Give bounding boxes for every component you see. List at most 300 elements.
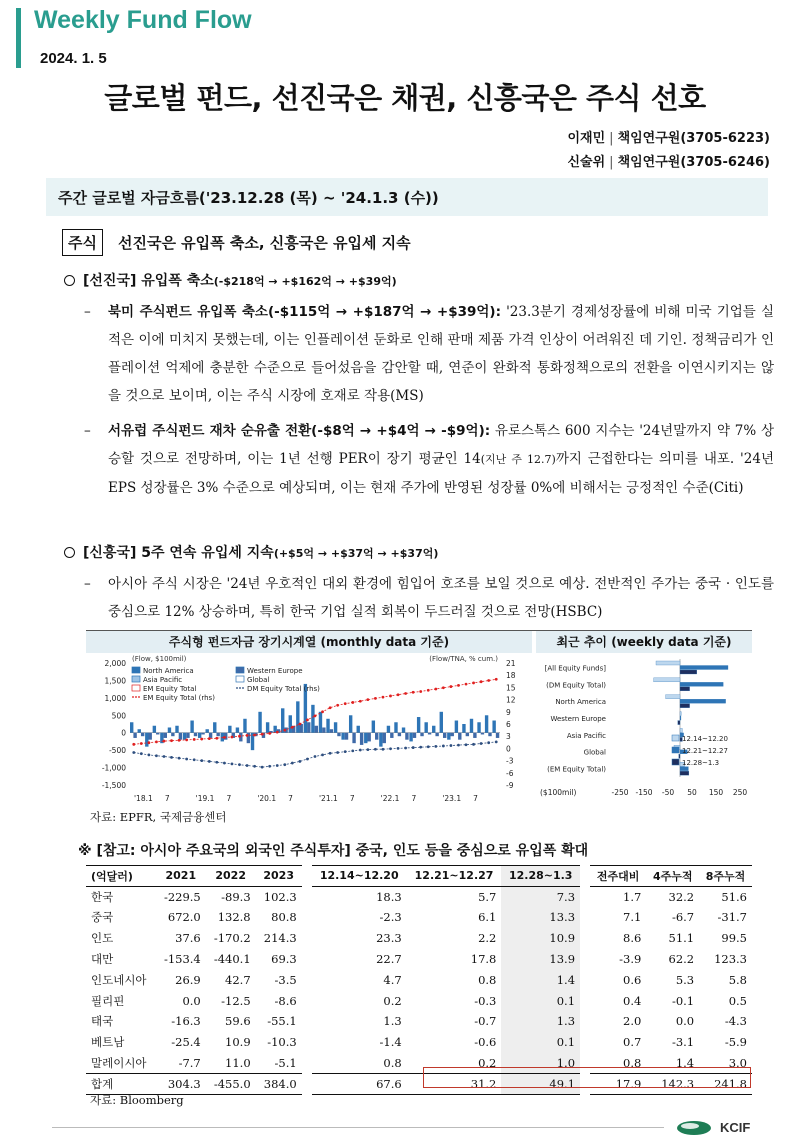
x-tick-label: -150 — [635, 788, 653, 797]
chart-source: 자료: EPFR, 국제금융센터 — [90, 810, 227, 824]
value-cell: -0.3 — [474, 993, 497, 1008]
value-cell: -31.7 — [717, 910, 747, 925]
developed-heading-text: [선진국] 유입폭 축소 — [83, 273, 214, 289]
value-cell: 13.3 — [501, 907, 585, 928]
section-title: 주간 글로벌 자금흐름('23.12.28 (목) ~ '24.1.3 (수)) — [58, 189, 439, 207]
author-role: 책임연구원(3705-6246) — [617, 155, 770, 170]
y-tick-label: -1,000 — [101, 763, 126, 773]
column-header: 4주누적 — [646, 866, 699, 887]
page-title: 글로벌 펀드, 선진국은 채권, 신흥국은 주식 선호 — [104, 81, 706, 115]
legend-label: EM Equity Total (rhs) — [143, 694, 215, 702]
axis-label: ($100mil) — [540, 788, 577, 797]
paragraph-body: 아시아 주식 시장은 '24년 우호적인 대외 환경에 힘입어 호조를 보일 것으로 예상. 전반적인 주가는 중국 · 인도를 중심으로 12% 상승하며, 특히 한국 기업 실적 회복이 두드러질 것으로 전망(HSBC) — [108, 576, 774, 620]
bar — [387, 726, 390, 733]
value-cell: -170.2 — [213, 931, 251, 946]
bar — [402, 727, 405, 732]
value-cell: 1.4 — [675, 1055, 695, 1070]
value-cell: 0.0 — [675, 1014, 695, 1029]
value-cell: 0.8 — [478, 972, 497, 987]
bar — [458, 733, 461, 740]
value-cell: 31.2 — [407, 1073, 502, 1094]
y-tick-label: 1,500 — [104, 676, 126, 686]
table-row — [86, 990, 752, 1011]
value-cell: 67.6 — [307, 1073, 407, 1094]
value-cell: -55.1 — [267, 1014, 297, 1029]
bar — [492, 721, 495, 733]
bar — [171, 733, 174, 736]
x-tick-label: -250 — [611, 788, 629, 797]
value-cell: 5.8 — [728, 972, 747, 987]
value-cell: 5.7 — [478, 889, 497, 904]
bar — [680, 687, 690, 691]
value-cell: 0.0 — [182, 993, 201, 1008]
bar — [656, 661, 680, 665]
y-tick-label-right: -6 — [506, 768, 514, 778]
value-cell: 2.0 — [585, 1011, 646, 1032]
axis-label-left: (Flow, $100mil) — [132, 655, 187, 663]
category-label: North America — [555, 698, 606, 707]
value-cell: 59.6 — [225, 1014, 251, 1029]
value-cell: 99.5 — [721, 931, 747, 946]
bar — [440, 712, 443, 733]
bar — [186, 733, 189, 738]
bar — [680, 670, 697, 674]
legend-swatch — [672, 747, 679, 753]
y-tick-label: 500 — [111, 711, 126, 721]
bar — [466, 733, 469, 736]
value-cell: -3.5 — [274, 972, 297, 987]
bar — [228, 726, 231, 733]
y-tick-label-right: 18 — [506, 671, 516, 681]
value-cell: -16.3 — [171, 1014, 201, 1029]
summary-label: 주식 — [62, 229, 103, 256]
x-tick-label: 150 — [708, 788, 724, 797]
value-cell: 4.7 — [307, 969, 407, 990]
x-tick-label: '23.1 — [442, 794, 462, 803]
bar — [398, 733, 401, 736]
footer-divider — [52, 1127, 664, 1128]
value-cell: 49.1 — [501, 1073, 585, 1094]
x-tick-label: 7 — [288, 794, 293, 803]
bar — [680, 666, 728, 670]
value-cell: 0.2 — [307, 990, 407, 1011]
category-label: (EM Equity Total) — [547, 765, 606, 774]
kcif-logo-icon — [676, 1118, 712, 1136]
bar — [145, 733, 148, 747]
bar — [141, 733, 144, 736]
value-cell: -8.6 — [274, 993, 297, 1008]
report-series-title: Weekly Fund Flow — [34, 6, 252, 34]
value-cell: 384.0 — [256, 1073, 307, 1094]
value-cell: -12.5 — [221, 993, 251, 1008]
value-cell: 0.1 — [501, 1032, 585, 1053]
value-cell: 11.0 — [225, 1055, 251, 1070]
bar — [379, 733, 382, 747]
table-row — [86, 886, 752, 907]
value-cell: 0.4 — [585, 990, 646, 1011]
x-tick-label: '20.1 — [257, 794, 277, 803]
bar — [432, 726, 435, 733]
bar — [680, 728, 682, 732]
legend-swatch — [236, 667, 244, 673]
table-source: 자료: Bloomberg — [90, 1093, 184, 1107]
value-cell: 51.1 — [668, 931, 695, 946]
value-cell: -3.9 — [585, 949, 646, 970]
value-cell: 0.7 — [585, 1032, 646, 1053]
summary-text: 선진국은 유입폭 축소, 신흥국은 유입세 지속 — [118, 234, 411, 252]
value-cell: -89.3 — [221, 889, 251, 904]
emerging-heading-text: [신흥국] 5주 연속 유입세 지속 — [83, 545, 274, 561]
bar — [477, 722, 480, 732]
y-tick-label: -500 — [108, 746, 126, 756]
column-header: 12.28~1.3 — [501, 866, 585, 887]
value-cell: -5.9 — [724, 1035, 747, 1050]
value-cell: 1.4 — [501, 969, 585, 990]
value-cell: -4.3 — [724, 1014, 747, 1029]
bar — [367, 733, 370, 742]
y-tick-label-right: 3 — [506, 732, 511, 742]
table-row — [86, 1011, 752, 1032]
y-tick-label-right: 6 — [506, 720, 511, 729]
value-cell: 0.5 — [728, 993, 747, 1008]
value-cell: 32.2 — [668, 889, 695, 904]
legend-label: 12.14~12.20 — [682, 735, 728, 743]
legend-label: DM Equity Total (rhs) — [247, 685, 320, 693]
bar — [481, 733, 484, 735]
x-tick-label: 7 — [473, 794, 478, 803]
bar — [266, 722, 269, 732]
legend-swatch — [672, 759, 679, 765]
y-tick-label-right: 12 — [506, 695, 516, 705]
value-cell: 17.8 — [470, 952, 497, 967]
legend-swatch — [236, 676, 244, 682]
value-cell: 672.0 — [167, 910, 201, 925]
bar — [352, 733, 355, 743]
legend-swatch — [672, 735, 679, 741]
value-cell: -6.7 — [671, 910, 695, 925]
value-cell: 23.3 — [307, 928, 407, 949]
emerging-heading — [64, 542, 438, 562]
x-tick-label: 50 — [687, 788, 697, 797]
bar — [179, 733, 182, 740]
bar — [296, 701, 299, 732]
column-header: 전주대비 — [585, 866, 646, 887]
value-cell: 241.8 — [699, 1073, 752, 1094]
value-cell: 22.7 — [307, 949, 407, 970]
table-row — [86, 928, 752, 949]
bar — [417, 717, 420, 733]
country-cell: 베트남 — [91, 1035, 125, 1050]
category-label: [All Equity Funds] — [544, 664, 606, 673]
x-tick-label: 7 — [349, 794, 355, 803]
value-cell: -25.4 — [171, 1035, 201, 1050]
value-cell: 1.3 — [307, 1011, 407, 1032]
category-label: Asia Pacific — [566, 731, 606, 740]
value-cell: 13.9 — [501, 949, 585, 970]
bar — [322, 727, 325, 732]
bar — [156, 733, 159, 735]
country-cell: 대만 — [91, 952, 114, 967]
y-tick-label: -1,500 — [101, 781, 126, 790]
category-label: Western Europe — [550, 715, 606, 723]
author-name: 이재민 — [567, 131, 606, 146]
y-tick-label: 2,000 — [104, 659, 126, 668]
bar — [236, 727, 239, 732]
bar — [394, 722, 397, 732]
bar — [138, 729, 141, 732]
bar — [149, 733, 152, 740]
bar — [680, 712, 681, 716]
y-tick-label-right: 21 — [506, 659, 516, 668]
paragraph-body: '23.3분기 경제성장률에 비해 미국 기업들 실적은 이에 미치지 못했는데, 이는 인플레이션 둔화로 인해 판매 제품 가격 인상이 어려워진 데 기인. 정책금리가 인플레이션 억제에 충분한 수준으로 들어섰음을 감안할 때, 연준이 완화적 통화정책으로의 전환을 이연시키지는 않을 것으로 보이며, 이는 주식 시장에 호재로 작용(MS) — [108, 304, 774, 404]
dash-bullet: – — [84, 423, 91, 439]
value-cell: 37.6 — [175, 931, 201, 946]
bar — [360, 733, 363, 745]
table-row — [86, 969, 752, 990]
bar — [216, 733, 219, 736]
bar — [153, 726, 156, 733]
value-cell: -153.4 — [163, 952, 201, 967]
highlight-box — [423, 1067, 751, 1088]
legend-label: North America — [143, 667, 194, 675]
bar — [319, 712, 322, 733]
bar — [413, 733, 416, 738]
table-header-row — [86, 866, 752, 887]
bar — [206, 729, 209, 732]
bar — [680, 716, 681, 720]
value-cell: 3.0 — [728, 1055, 747, 1070]
value-cell: 18.3 — [307, 886, 407, 907]
x-tick-label: '21.1 — [319, 794, 338, 803]
long-term-flow-chart — [86, 653, 532, 807]
bar — [311, 705, 314, 733]
bar — [375, 733, 378, 740]
paragraph-note: (지난 주 12.7) — [480, 453, 556, 466]
value-cell: 132.8 — [217, 910, 251, 925]
value-cell: 1.0 — [501, 1053, 585, 1074]
legend-swatch — [132, 676, 140, 682]
bar — [364, 733, 367, 743]
bar — [678, 721, 680, 725]
value-cell: 0.8 — [307, 1053, 407, 1074]
value-cell: -10.3 — [267, 1035, 297, 1050]
value-cell: -3.1 — [671, 1035, 695, 1050]
legend-label: 12.21~12.27 — [682, 747, 728, 755]
value-cell: 10.9 — [501, 928, 585, 949]
value-cell: 7.3 — [501, 886, 585, 907]
y-tick-label-right: 9 — [506, 707, 511, 717]
bar — [164, 733, 167, 738]
y-tick-label-right: -9 — [506, 781, 514, 790]
value-cell: 62.2 — [668, 952, 695, 967]
legend-label: 12.28~1.3 — [682, 759, 720, 767]
value-cell: -7.7 — [178, 1055, 201, 1070]
bar — [349, 715, 352, 732]
kcif-logo-text: KCIF — [720, 1120, 751, 1135]
bar — [243, 719, 246, 733]
legend-label: EM Equity Total — [143, 685, 197, 693]
value-cell: 1.7 — [585, 886, 646, 907]
value-cell: 42.7 — [225, 972, 251, 987]
report-date: 2024. 1. 5 — [40, 50, 107, 67]
bar — [289, 715, 292, 732]
x-tick-label: 7 — [226, 794, 232, 803]
column-header: (억달러) — [86, 866, 156, 887]
x-tick-label: '19.1 — [195, 794, 215, 803]
value-cell: 2.2 — [478, 931, 497, 946]
paragraph-body: 까지 근접한다는 의미를 내포. '24년 EPS 성장률은 3% 수준으로 예상되며, 이는 현재 주가에 반영된 성장률 0%에 비해서는 긍정적인 수준(Citi) — [108, 451, 774, 496]
bar — [337, 733, 340, 736]
y-tick-label: 0 — [121, 728, 126, 738]
bar — [680, 699, 726, 703]
bar — [201, 733, 204, 735]
bar — [390, 733, 393, 738]
value-cell: 5.3 — [675, 972, 695, 987]
author-name: 신술위 — [567, 155, 606, 170]
bar — [488, 733, 491, 736]
value-cell: -1.4 — [307, 1032, 407, 1053]
legend-swatch — [132, 667, 140, 673]
category-label: (DM Equity Total) — [546, 681, 606, 690]
bar — [130, 722, 133, 732]
paragraph-lead: 서유럽 주식펀드 재차 순유출 전환(-$8억 → +$4억 → -$9억): — [108, 423, 491, 439]
value-cell: -2.3 — [307, 907, 407, 928]
country-cell: 합계 — [86, 1073, 156, 1094]
column-header: 2021 — [156, 866, 206, 887]
paragraph-body: 유로스톡스 600 지수는 '24년말까지 약 7% 상승할 것으로 전망하며, 이는 1년 선행 PER이 장기 평균인 14 — [108, 423, 774, 467]
x-tick-label: 7 — [164, 794, 170, 803]
bar — [455, 721, 458, 733]
value-cell: 0.1 — [501, 990, 585, 1011]
bar — [443, 733, 446, 738]
bar — [420, 733, 423, 736]
bar — [409, 733, 412, 742]
circle-bullet-icon — [64, 275, 75, 286]
value-cell: 102.3 — [263, 889, 297, 904]
y-tick-label-right: 0 — [506, 744, 511, 754]
country-cell: 태국 — [91, 1014, 114, 1029]
value-cell: 304.3 — [156, 1073, 206, 1094]
column-header: 8주누적 — [699, 866, 752, 887]
chart-right-title: 최근 추이 (weekly data 기준) — [536, 631, 752, 653]
bar — [496, 733, 499, 738]
value-cell: 214.3 — [263, 931, 297, 946]
chart-panel — [86, 630, 752, 806]
value-cell: 142.3 — [646, 1073, 699, 1094]
asia-flow-table — [86, 865, 752, 1095]
value-cell: 1.3 — [501, 1011, 585, 1032]
bar — [470, 719, 473, 733]
paragraph-asia — [84, 570, 774, 626]
bar — [198, 733, 201, 738]
column-header: 2022 — [206, 866, 256, 887]
bar — [451, 733, 454, 736]
bar — [326, 719, 329, 733]
bar — [485, 715, 488, 732]
bar — [473, 733, 476, 738]
bar — [133, 733, 136, 738]
column-header: 2023 — [256, 866, 307, 887]
bar — [307, 722, 310, 732]
bar — [666, 695, 680, 699]
x-tick-label: 250 — [732, 788, 748, 797]
country-cell: 인도네시아 — [91, 972, 147, 987]
value-cell: 0.2 — [478, 1055, 497, 1070]
x-tick-label: '18.1 — [134, 794, 153, 803]
bar — [435, 733, 438, 736]
country-cell: 한국 — [91, 889, 114, 904]
bar — [341, 733, 344, 740]
paragraph-lead: 북미 주식펀드 유입폭 축소(-$115억 → +$187억 → +$39억): — [108, 304, 501, 320]
legend-label: Asia Pacific — [143, 676, 183, 684]
value-cell: 8.6 — [585, 928, 646, 949]
reference-title: ※ [참고: 아시아 주요국의 외국인 주식투자] 중국, 인도 등을 중심으로 유입폭 확대 — [78, 843, 589, 859]
bar — [680, 682, 723, 686]
column-header: 12.14~12.20 — [307, 866, 407, 887]
dash-bullet: – — [84, 304, 91, 320]
value-cell: -0.1 — [671, 993, 695, 1008]
y-tick-label-right: -3 — [506, 756, 514, 766]
legend-label: Global — [247, 676, 270, 684]
bar — [190, 721, 193, 733]
bar — [679, 754, 680, 758]
table-row — [86, 907, 752, 928]
value-cell: 10.9 — [225, 1035, 251, 1050]
category-label: Global — [583, 748, 606, 757]
x-tick-label: 7 — [411, 794, 417, 803]
legend-label: Western Europe — [247, 667, 303, 675]
emerging-heading-flow: (+$5억 → +$37억 → +$37억) — [273, 547, 439, 560]
value-cell: -0.6 — [474, 1035, 497, 1050]
bar — [383, 733, 386, 743]
bar — [334, 722, 337, 732]
value-cell: -440.1 — [213, 952, 251, 967]
paragraph-north-america — [84, 298, 774, 410]
bar — [680, 767, 688, 771]
developed-heading — [64, 270, 397, 290]
value-cell: 0.8 — [585, 1053, 646, 1074]
legend-swatch — [132, 685, 140, 691]
value-cell: 7.1 — [585, 907, 646, 928]
value-cell: -455.0 — [206, 1073, 256, 1094]
value-cell: 80.8 — [271, 910, 297, 925]
header-accent-bar — [16, 8, 21, 68]
y-tick-label: 1,000 — [104, 693, 126, 703]
bar — [330, 729, 333, 732]
table-row — [86, 1032, 752, 1053]
bar — [258, 712, 261, 733]
bar — [462, 724, 465, 733]
author-role: 책임연구원(3705-6223) — [617, 131, 770, 146]
bar — [175, 726, 178, 733]
bar — [405, 733, 408, 740]
value-cell: 26.9 — [175, 972, 201, 987]
bar — [680, 771, 689, 775]
value-cell: 0.6 — [585, 969, 646, 990]
bar — [447, 733, 450, 740]
value-cell: 51.6 — [721, 889, 747, 904]
bar — [372, 721, 375, 733]
bar — [209, 733, 212, 738]
bar — [357, 726, 360, 733]
section-header — [46, 178, 768, 216]
circle-bullet-icon — [64, 547, 75, 558]
weekly-flow-chart — [536, 653, 752, 807]
bar — [424, 722, 427, 732]
value-cell: 69.3 — [271, 952, 297, 967]
value-cell: -229.5 — [163, 889, 201, 904]
column-header: 12.21~12.27 — [407, 866, 502, 887]
